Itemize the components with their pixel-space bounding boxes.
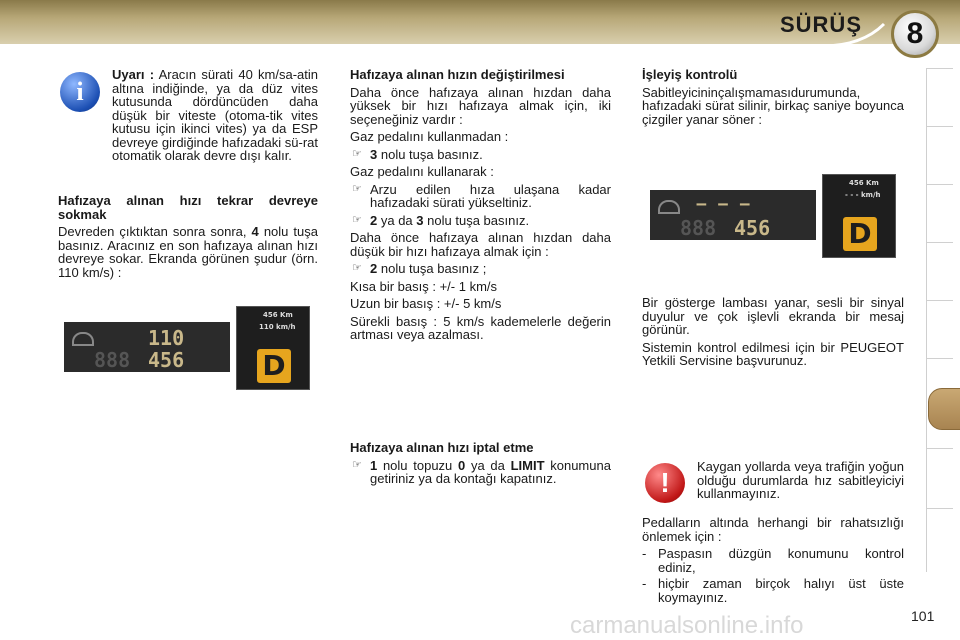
bullet-1: ☞ 3 nolu tuşa basınız. (352, 146, 483, 162)
display-odometer: 456 (148, 348, 185, 372)
lamp-block (642, 296, 904, 372)
chapter-number-badge: 8 (891, 10, 939, 58)
change-block (350, 68, 611, 346)
control-block (642, 68, 904, 130)
pointing-hand-icon: ☞ (352, 182, 362, 195)
control-text: Sabitleyicininçalışmamasıdurumunda, hafızadaki sürat silinir, birkaç saniye boyunca çizgiler yanar söner : (642, 84, 904, 127)
dash-item-1: - Paspasın düzgün konumunu kontrol ediniz, (642, 546, 904, 575)
cancel-block (350, 441, 611, 490)
instrument-display-image-fault: − − − 456 888 (650, 190, 816, 240)
slippery-warning (697, 460, 904, 505)
cancel-heading: Hafızaya alınan hızı iptal etme (350, 440, 534, 455)
pedal-intro: Pedalların altında herhangi bir rahatsızlığı önlemek için : (642, 515, 904, 544)
control-heading: İşleyiş kontrolü (642, 67, 738, 82)
recall-num: 4 (251, 224, 259, 239)
exclamation-icon: ! (645, 463, 685, 503)
continuous-press: Sürekli basış : 5 km/s kademelerle değerin artması veya azalması. (350, 313, 611, 342)
no-pedal-label: Gaz pedalını kullanmadan : (350, 129, 509, 144)
recall-heading: Hafızaya alınan hızı tekrar devreye sokmak (58, 193, 318, 222)
lower-intro: Daha önce hafızaya alınan hızdan daha düşük bir hızı hafızaya almak için : (350, 230, 611, 259)
screen-line-2: 110 km/h (259, 323, 296, 331)
display-speed-top: 110 (148, 326, 185, 350)
bullet-2: ☞ Arzu edilen hıza ulaşana kadar hafızadaki sürati yükseltiniz. (352, 181, 611, 210)
speedometer-icon (658, 200, 680, 214)
long-press: Uzun bir basış : +/- 5 km/s (350, 296, 502, 311)
lamp-text: Bir gösterge lambası yanar, sesli bir sinyal duyulur ve çok işlevli ekranda bir mesaj görünür. (642, 295, 904, 337)
side-tab-strip (926, 68, 957, 572)
multifunction-screen-image (236, 306, 310, 390)
chapter-title: SÜRÜŞ (779, 12, 862, 37)
multifunction-screen-image-fault: 456 Km - - - km/h D (822, 174, 896, 258)
pointing-hand-icon: ☞ (352, 262, 362, 274)
pointing-hand-icon: ☞ (352, 458, 362, 471)
warning-text: Aracın sürati 40 km/sa-atin altına indiğinde, ya da düz vites kutusunda dördüncüden daha düşük bir viteste (otoma-tik vites kutusu için ikinci vites) ya da ESP devreye girdiğinde hafızadaki sü-rat otomatik olarak devre dışı kalır. (112, 67, 318, 163)
side-tab-active (928, 388, 960, 430)
contact-text: Sistemin kontrol edilmesi için bir PEUGEOT Yetkili Servisine başvurunuz. (642, 339, 904, 368)
cancel-bullet: ☞ 1 nolu topuzu 0 ya da LIMIT konumuna getiriniz ya da kontağı kapatınız. (352, 457, 611, 486)
pointing-hand-icon: ☞ (352, 147, 362, 160)
screen-line-1: 456 Km (263, 311, 293, 319)
dash-item-2: - hiçbir zaman birçok halıyı üst üste koymayınız. (642, 576, 904, 605)
short-press: Kısa bir basış : +/- 1 km/s (350, 278, 498, 294)
bullet-3: ☞ 2 ya da 3 nolu tuşa basınız. (352, 212, 530, 228)
page-number: 101 (911, 608, 935, 624)
speedometer-icon (72, 332, 94, 346)
warning-block (58, 68, 318, 167)
info-icon: i (60, 72, 100, 112)
instrument-display-image: 110 456 888 (64, 322, 230, 372)
warning-label: Uyarı : (112, 67, 155, 82)
recall-text-1: Devreden çıktıktan sonra sonra, (58, 224, 247, 239)
watermark: carmanualsonline.info (570, 612, 804, 639)
recall-text-2: nolu tuşa basınız. Aracınız en son hafızaya alınan hızı devreye sokar. Ekranda görünen şudur (örn. 110 km/s) : (58, 224, 318, 280)
with-pedal-label: Gaz pedalını kullanarak : (350, 164, 494, 179)
screen-line-1: 456 Km (849, 179, 879, 187)
change-intro: Daha önce hafızaya alınan hızdan daha yüksek bir hızı hafızaya almak için, iki seçeneğiniz vardır : (350, 84, 611, 127)
recall-block (58, 194, 318, 283)
slippery-text: Kaygan yollarda veya trafiğin yoğun olduğu durumlarda hız sabitleyiciyi kullanmayınız. (697, 459, 904, 501)
gear-indicator: D (843, 217, 877, 251)
pedal-block (642, 516, 904, 607)
change-heading: Hafızaya alınan hızın değiştirilmesi (350, 67, 565, 82)
gear-indicator: D (257, 349, 291, 383)
display-odometer: 456 (734, 216, 771, 240)
bullet-4: ☞ 2 nolu tuşa basınız ; (352, 261, 487, 276)
pointing-hand-icon: ☞ (352, 213, 362, 226)
